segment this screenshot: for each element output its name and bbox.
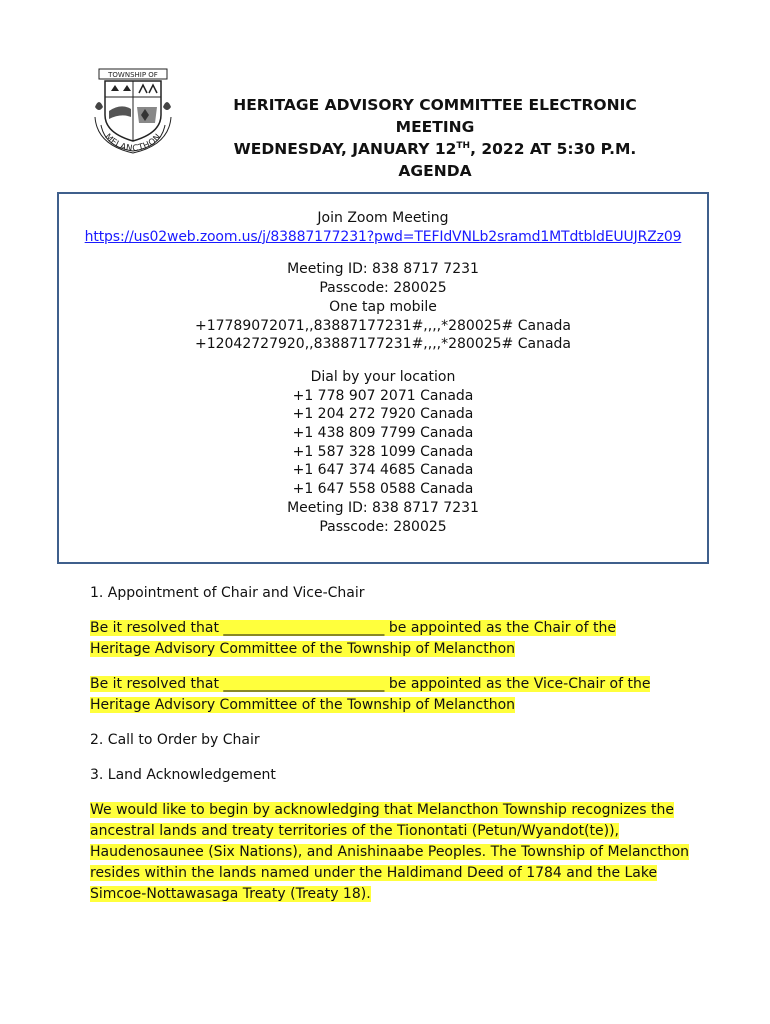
one-tap-label: One tap mobile	[329, 298, 437, 315]
title-date-suffix: TH	[456, 141, 471, 151]
agenda-body	[90, 583, 700, 919]
vice-chair-resolution-line-1: Be it resolved that _______________________ be appointed as the Vice-Chair of the	[90, 676, 651, 692]
logo-top-text: TOWNSHIP OF	[108, 71, 158, 79]
passcode: Passcode: 280025	[319, 280, 447, 297]
ack-line: resides within the lands named under the Haldimand Deed of 1784 and the Lake	[90, 865, 658, 881]
title-time: , 2022 AT 5:30 P.M.	[470, 140, 637, 158]
land-acknowledgement	[90, 800, 700, 905]
dial-number: +1 587 328 1099 Canada	[292, 443, 474, 460]
agenda-item-3: 3. Land Acknowledgement	[90, 767, 276, 783]
dial-number: +1 204 272 7920 Canada	[292, 406, 474, 423]
passcode-repeat: Passcode: 280025	[319, 518, 447, 535]
zoom-meeting-link[interactable]: https://us02web.zoom.us/j/83887177231?pwd=TEFIdVNLb2sramd1MTdtbldEUUJRZz09	[84, 228, 682, 245]
ack-line: ancestral lands and treaty territories of the Tionontati (Petun/Wyandot(te)),	[90, 823, 619, 839]
join-zoom-label: Join Zoom Meeting	[317, 210, 449, 226]
title-line-4: AGENDA	[398, 162, 472, 180]
zoom-info	[57, 209, 709, 536]
dial-number: +1 647 558 0588 Canada	[292, 481, 474, 498]
vice-chair-resolution-line-2: Heritage Advisory Committee of the Township of Melancthon	[90, 697, 516, 713]
title-line-2: MEETING	[395, 118, 475, 136]
chair-resolution-line-2: Heritage Advisory Committee of the Township of Melancthon	[90, 641, 516, 657]
logo-bottom-text: MELANCTHON	[102, 131, 164, 155]
one-tap-number-2: +12042727920,,83887177231#,,,,*280025# Canada	[194, 336, 572, 353]
vice-chair-resolution	[90, 674, 700, 716]
ack-line: Haudenosaunee (Six Nations), and Anishinaabe Peoples. The Township of Melancthon	[90, 844, 690, 860]
meeting-id-repeat: Meeting ID: 838 8717 7231	[287, 499, 479, 516]
agenda-item-2: 2. Call to Order by Chair	[90, 732, 260, 748]
agenda-item-1: 1. Appointment of Chair and Vice-Chair	[90, 585, 365, 601]
dial-number: +1 778 907 2071 Canada	[292, 387, 474, 404]
ack-line: Simcoe-Nottawasaga Treaty (Treaty 18).	[90, 886, 371, 902]
dial-number: +1 438 809 7799 Canada	[292, 425, 474, 442]
page-title	[200, 94, 670, 182]
title-line-3	[200, 138, 670, 160]
one-tap-number-1: +17789072071,,83887177231#,,,,*280025# Canada	[194, 317, 572, 334]
meeting-id: Meeting ID: 838 8717 7231	[287, 261, 479, 278]
title-date: WEDNESDAY, JANUARY 12	[233, 140, 457, 158]
ack-line: We would like to begin by acknowledging that Melancthon Township recognizes the	[90, 802, 675, 818]
dial-number: +1 647 374 4685 Canada	[292, 462, 474, 479]
chair-resolution-line-1: Be it resolved that _______________________ be appointed as the Chair of the	[90, 620, 616, 636]
chair-resolution	[90, 618, 700, 660]
title-line-1: HERITAGE ADVISORY COMMITTEE ELECTRONIC	[233, 96, 637, 114]
dial-label: Dial by your location	[310, 368, 456, 385]
township-logo	[93, 67, 173, 155]
